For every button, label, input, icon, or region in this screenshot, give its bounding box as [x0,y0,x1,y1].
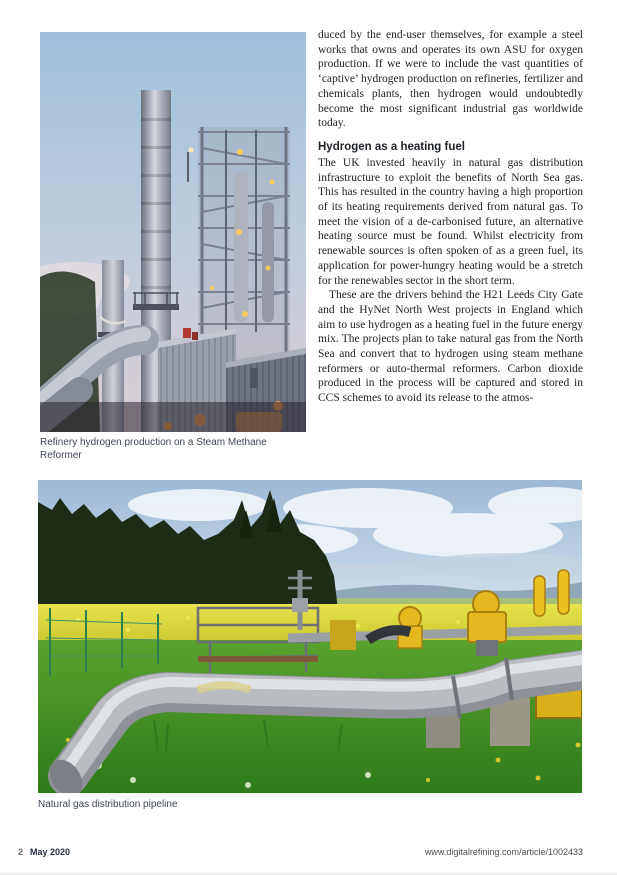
figure-refinery [40,32,306,432]
figure-pipeline [38,480,582,793]
article-paragraph: duced by the end-user themselves, for example a steel works that owns and operates its own ASU for oxygen production. If we were to include the vast quantities of ‘captive’ hydrogen production on refineries, fertilizer and chemicals plants, then hydrogen would undoubtedly become the most significant industrial gas worldwide today. [318,29,583,130]
section-heading-hydrogen-heating-fuel: Hydrogen as a heating fuel [318,140,465,153]
pipeline-photo [38,480,582,793]
figure-caption-refinery: Refinery hydrogen production on a Steam Methane Reformer [40,437,267,461]
figure-caption-pipeline: Natural gas distribution pipeline [38,799,178,810]
page-number: 2 [18,847,24,857]
article-url: www.digitalrefining.com/article/1002433 [424,847,583,857]
refinery-photo [40,32,306,432]
footer-left [18,847,70,857]
article-paragraph: These are the drivers behind the H21 Leeds City Gate and the HyNet North West projects in England which aim to use hydrogen as a heating fuel in the future energy mix. The projects plan to take natural gas from the North Sea and convert that to hydrogen using steam methane reformers or auto-thermal reformers. Carbon dioxide produced in the process will be captured and stored in CCS schemes to avoid its release to the atmos- [318,289,583,405]
page-footer [0,847,617,861]
article-text-column [318,28,583,406]
article-paragraph: The UK invested heavily in natural gas distribution infrastructure to exploit the benefits of North Sea gas. This has resulted in the country having a high proportion of its heating requirements derived from natural gas. To meet the vision of a de-carbonised future, an alternative heating source must be found. Whilst electricity from renewable sources is often spoken of as a green fuel, its application for power-hungry heating would be a stretch for the renewables sector in the short term. [318,156,583,287]
issue-date: May 2020 [30,847,71,857]
page-edge-shadow [0,871,617,875]
